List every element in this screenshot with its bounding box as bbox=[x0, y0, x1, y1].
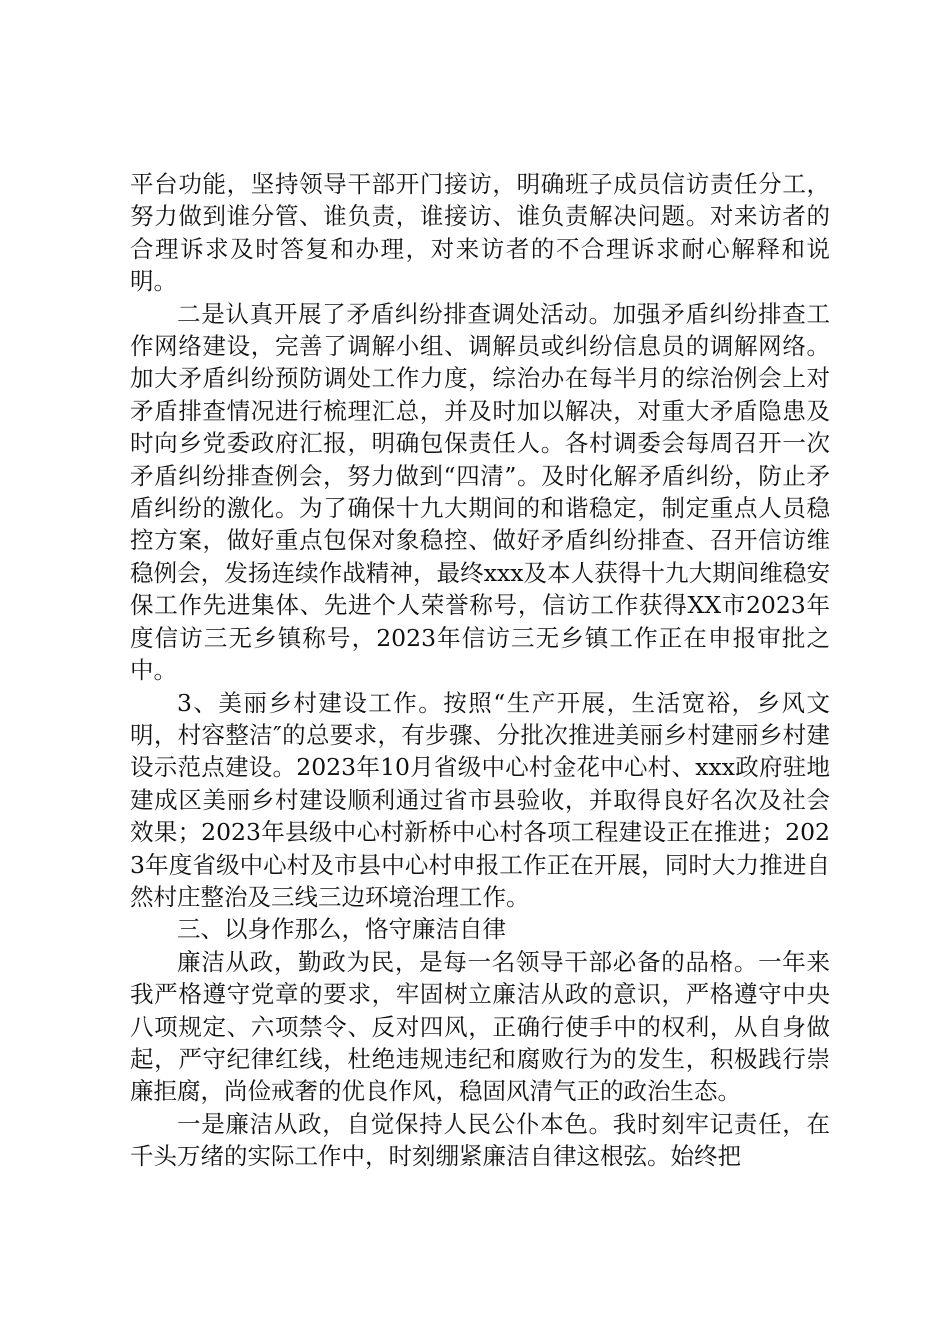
section-heading: 三、以身作那么，恪守廉洁自律 bbox=[177, 915, 506, 944]
document-body bbox=[130, 168, 830, 1173]
paragraph-6: 一是廉洁从政，自觉保持人民公仆本色。我时刻牢记责任，在千头万绪的实际工作中，时刻绷紧廉洁自律这根弦。始终把 bbox=[130, 1109, 830, 1171]
paragraph-2: 二是认真开展了矛盾纠纷排查调处活动。加强矛盾纠纷排查工作网络建设，完善了调解小组、调解员或纠纷信息员的调解网络。加大矛盾纠纷预防调处工作力度，综治办在每半月的综治例会上对矛盾排查情况进行梳理汇总，并及时加以解决，对重大矛盾隐患及时向乡党委政府汇报，明确包保责任人。各村调委会每周召开一次矛盾纠纷排查例会，努力做到“四清”。及时化解矛盾纠纷，防止矛盾纠纷的激化。为了确保十九大期间的和谐稳定，制定重点人员稳控方案，做好重点包保对象稳控、做好矛盾纠纷排查、召开信访维稳例会，发扬连续作战精神，最终xxx及本人获得十九大期间维稳安保工作先进集体、先进个人荣誉称号，信访工作获得XX市2023年度信访三无乡镇称号，2023年信访三无乡镇工作正在申报审批之中。 bbox=[130, 299, 830, 685]
paragraph-1: 平台功能，坚持领导干部开门接访，明确班子成员信访责任分工，努力做到谁分管、谁负责，谁接访、谁负责解决问题。对来访者的合理诉求及时答复和办理，对来访者的不合理诉求耐心解释和说明。 bbox=[130, 170, 830, 296]
paragraph-3: 3、美丽乡村建设工作。按照“生产开展，生活宽裕，乡风文明，村容整洁″的总要求，有步骤、分批次推进美丽乡村建丽乡村建设示范点建设。2023年10月省级中心村金花中心村、xxx政府驻地建成区美丽乡村建设顺利通过省市县验收，并取得良好名次及社会效果；2023年县级中心村新桥中心村各项工程建设正在推进；2023年度省级中心村及市县中心村申报工作正在开展，同时大力推进自然村庄整治及三线三边环境治理工作。 bbox=[130, 688, 830, 911]
paragraph-5: 廉洁从政，勤政为民，是每一名领导干部必备的品格。一年来我严格遵守党章的要求，牢固树立廉洁从政的意识，严格遵守中央八项规定、六项禁令、反对四风，正确行使手中的权利，从自身做起，严守纪律红线，杜绝违规违纪和腐败行为的发生，积极践行崇廉拒腐，尚俭戒奢的优良作风，稳固风清气正的政治生态。 bbox=[130, 947, 830, 1106]
